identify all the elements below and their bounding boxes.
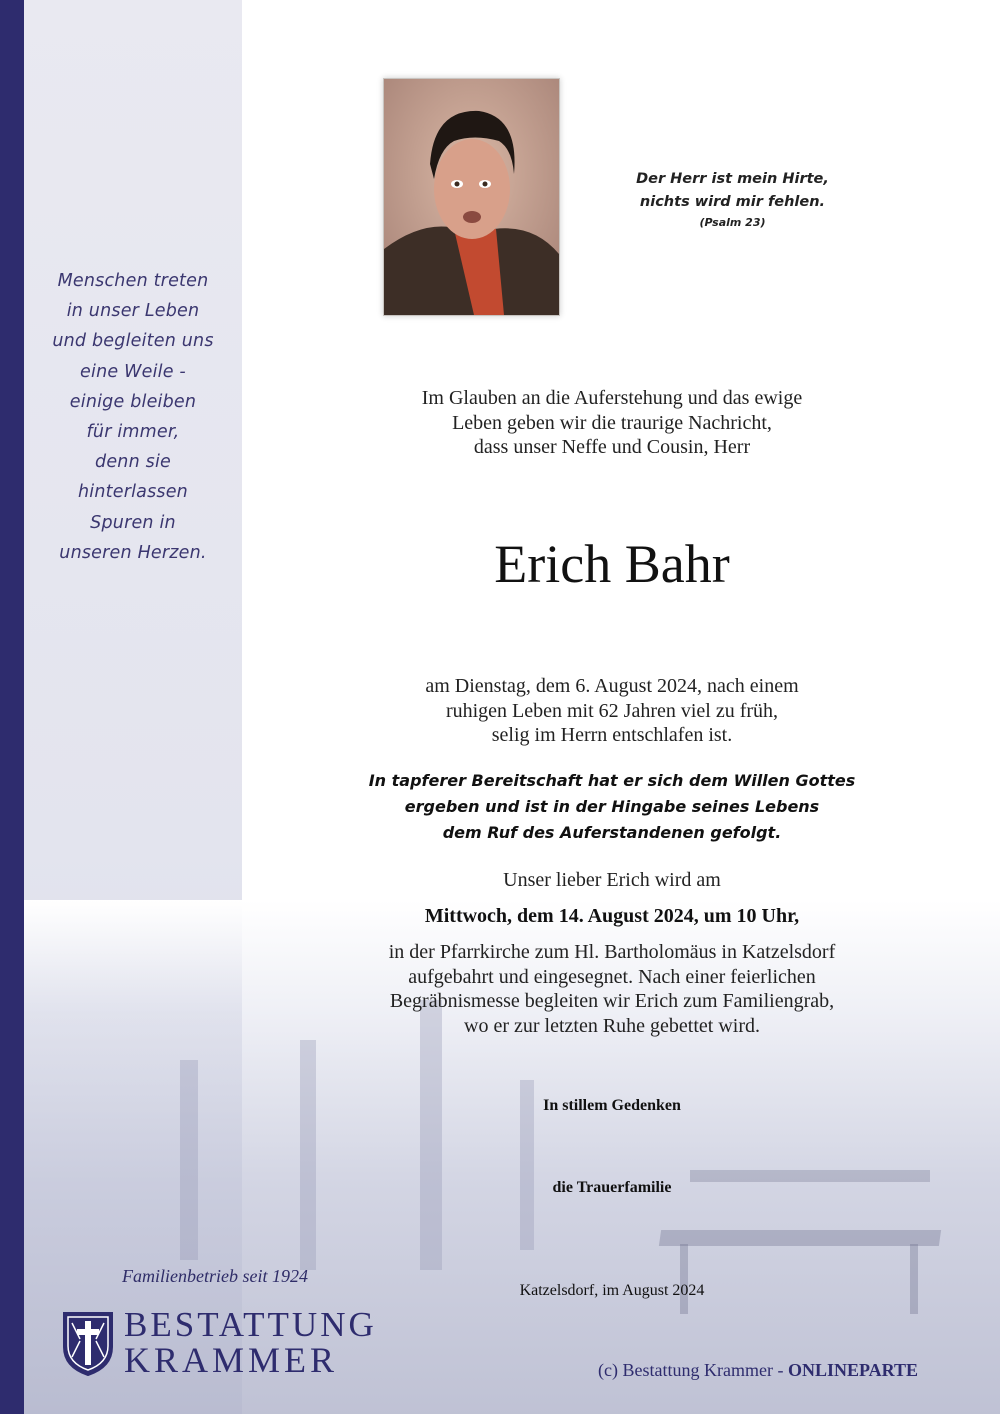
copyright-notice [598,1360,918,1381]
background-bench-leg [680,1244,688,1314]
company-tagline: Familienbetrieb seit 1924 [122,1266,308,1286]
logo-line-2: KRAMMER [124,1340,339,1380]
company-logo [60,1305,377,1382]
intro-line: Leben geben wir die traurige Nachricht, [452,411,772,434]
poem-line: Menschen treten [57,271,209,291]
poem-line: für immer, [86,422,180,443]
brand-stripe [0,0,24,1414]
logo-line-1: BESTATTUNG [124,1305,377,1344]
psalm-line: Der Herr ist mein Hirte, [636,171,829,187]
copyright-prefix: (c) Bestattung Krammer - [598,1360,788,1380]
death-line: am Dienstag, dem 6. August 2024, nach einem [425,675,799,697]
poem-line: und begleiten uns [52,331,214,352]
background-tree [420,1000,442,1270]
poem-line: in unser Leben [66,301,200,322]
intro-line: dass unser Neffe und Cousin, Herr [473,436,751,458]
background-bench-seat [659,1230,941,1246]
intro-line: Im Glauben an die Auferstehung und das ewige [421,387,803,409]
death-line: selig im Herrn entschlafen ist. [491,724,733,746]
poem-line: Spuren in [90,512,176,533]
poem-line: einige bleiben [69,391,197,412]
memory-line: In stillem Gedenken [543,1097,681,1114]
poem-line: denn sie [95,452,171,473]
copyright-brand: ONLINEPARTE [787,1360,918,1380]
psalm-reference: (Psalm 23) [699,216,766,229]
shield-cross-icon [62,1311,114,1377]
family-signature: die Trauerfamilie [552,1179,672,1196]
background-tree [300,1040,316,1270]
poem-line: hinterlassen [78,482,188,503]
portrait-photo [383,78,560,316]
death-text [322,674,902,748]
background-bench-leg [910,1244,918,1314]
funeral-line: Begräbnismesse begleiten wir Erich zum Familiengrab, [389,990,835,1012]
psalm-line: nichts wird mir fehlen. [639,194,826,210]
sidebar-poem [24,266,242,568]
funeral-text [322,940,902,1038]
psalm-quote [600,168,865,232]
faith-text [322,768,902,846]
funeral-lead: Unser lieber Erich wird am [503,869,721,891]
background-tree [180,1060,198,1260]
faith-line: dem Ruf des Auferstandenen gefolgt. [442,823,782,842]
faith-line: ergeben und ist in der Hingabe seines Lebens [404,797,820,816]
funeral-date: Mittwoch, dem 14. August 2024, um 10 Uhr, [424,905,800,927]
poem-line: unseren Herzen. [59,542,207,563]
funeral-line: aufgebahrt und eingesegnet. Nach einer feierlichen [408,965,816,988]
deceased-name: Erich Bahr [494,534,730,594]
poem-line: eine Weile - [80,361,186,382]
intro-text [322,386,902,460]
place-date: Katzelsdorf, im August 2024 [519,1282,705,1299]
faith-line: In tapferer Bereitschaft hat er sich dem Willen Gottes [368,771,856,790]
funeral-line: in der Pfarrkirche zum Hl. Bartholomäus in Katzelsdorf [388,941,836,963]
death-line: ruhigen Leben mit 62 Jahren viel zu früh, [445,699,779,722]
funeral-line: wo er zur letzten Ruhe gebettet wird. [464,1014,760,1037]
